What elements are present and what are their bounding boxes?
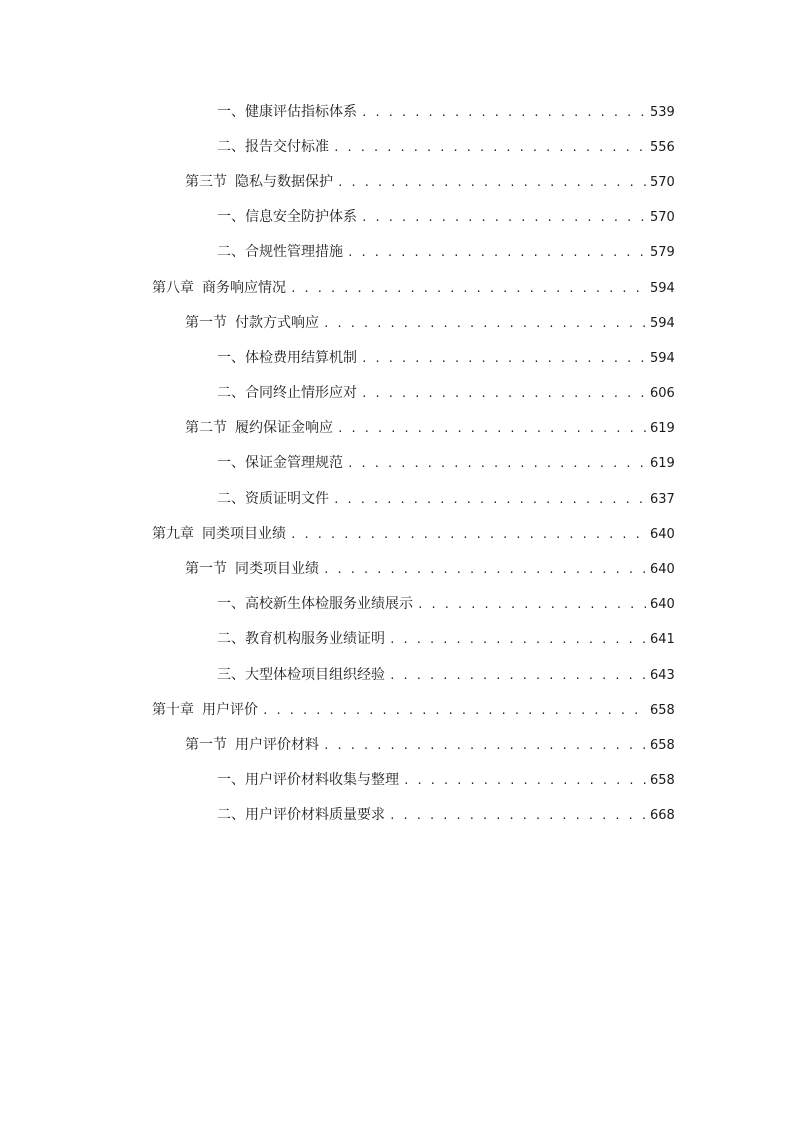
toc-entry-page-number: 619 — [650, 421, 675, 437]
toc-entry-page-number: 570 — [650, 210, 675, 226]
toc-entry[interactable] — [0, 622, 793, 657]
toc-dot-leader — [389, 634, 646, 645]
toc-entry-page-number: 640 — [650, 597, 675, 613]
toc-entry[interactable] — [0, 235, 793, 270]
toc-dot-leader — [361, 212, 646, 223]
toc-entry[interactable] — [0, 305, 793, 340]
toc-entry-number: 一、 — [217, 103, 245, 120]
toc-entry-page-number: 640 — [650, 562, 675, 578]
toc-dot-leader — [389, 670, 646, 681]
toc-entry-number: 三、 — [217, 666, 245, 683]
toc-entry-number: 一、 — [217, 349, 245, 366]
toc-entry-title: 隐私与数据保护 — [235, 173, 333, 190]
toc-entry-title: 大型体检项目组织经验 — [245, 666, 385, 683]
toc-entry[interactable] — [0, 446, 793, 481]
toc-entry-title: 健康评估指标体系 — [245, 103, 357, 120]
toc-entry-title: 同类项目业绩 — [235, 561, 319, 578]
toc-dot-leader — [403, 775, 646, 786]
toc-entry[interactable] — [0, 164, 793, 199]
toc-entry-number: 第一节 — [185, 736, 227, 753]
toc-dot-leader — [347, 247, 646, 258]
toc-entry[interactable] — [0, 376, 793, 411]
toc-entry[interactable] — [0, 481, 793, 516]
toc-dot-leader — [290, 283, 646, 294]
toc-entry[interactable] — [0, 551, 793, 586]
toc-entry-title: 信息安全防护体系 — [245, 209, 357, 226]
toc-dot-leader — [333, 494, 646, 505]
toc-entry-page-number: 594 — [650, 280, 675, 296]
toc-entry[interactable] — [0, 340, 793, 375]
toc-entry-title: 体检费用结算机制 — [245, 349, 357, 366]
toc-dot-leader — [417, 599, 646, 610]
toc-entry-number: 二、 — [217, 631, 245, 648]
toc-entry-title: 用户评价材料收集与整理 — [245, 772, 399, 789]
toc-entry-number: 二、 — [217, 490, 245, 507]
toc-entry[interactable] — [0, 657, 793, 692]
toc-entry-number: 第九章 — [152, 525, 194, 542]
toc-dot-leader — [361, 388, 646, 399]
table-of-contents — [0, 94, 793, 833]
toc-entry-number: 二、 — [217, 385, 245, 402]
toc-entry-title: 用户评价 — [202, 701, 258, 718]
toc-entry-page-number: 641 — [650, 632, 675, 648]
toc-entry-page-number: 658 — [650, 702, 675, 718]
toc-entry[interactable] — [0, 270, 793, 305]
toc-entry[interactable] — [0, 94, 793, 129]
toc-entry-number: 第八章 — [152, 279, 194, 296]
toc-entry-title: 报告交付标准 — [245, 138, 329, 155]
toc-entry-number: 第一节 — [185, 314, 227, 331]
toc-entry-page-number: 556 — [650, 139, 675, 155]
toc-entry-title: 合同终止情形应对 — [245, 385, 357, 402]
toc-entry-page-number: 606 — [650, 386, 675, 402]
toc-entry[interactable] — [0, 587, 793, 622]
toc-dot-leader — [323, 318, 646, 329]
toc-entry-number: 第一节 — [185, 561, 227, 578]
toc-dot-leader — [290, 529, 646, 540]
toc-entry-title: 合规性管理措施 — [245, 244, 343, 261]
toc-dot-leader — [361, 107, 646, 118]
toc-entry[interactable] — [0, 129, 793, 164]
toc-dot-leader — [337, 177, 646, 188]
toc-entry-title: 教育机构服务业绩证明 — [245, 631, 385, 648]
toc-entry-page-number: 594 — [650, 315, 675, 331]
toc-entry-title: 高校新生体检服务业绩展示 — [245, 596, 413, 613]
toc-entry-title: 履约保证金响应 — [235, 420, 333, 437]
toc-dot-leader — [323, 564, 646, 575]
toc-entry-number: 二、 — [217, 138, 245, 155]
toc-entry[interactable] — [0, 200, 793, 235]
toc-entry-page-number: 640 — [650, 526, 675, 542]
toc-entry-number: 第二节 — [185, 420, 227, 437]
toc-dot-leader — [323, 740, 646, 751]
toc-entry[interactable] — [0, 516, 793, 551]
toc-entry-number: 第三节 — [185, 173, 227, 190]
toc-entry-title: 同类项目业绩 — [202, 525, 286, 542]
toc-entry-page-number: 658 — [650, 773, 675, 789]
toc-entry-page-number: 643 — [650, 667, 675, 683]
toc-entry-number: 一、 — [217, 596, 245, 613]
toc-entry[interactable] — [0, 763, 793, 798]
toc-entry-page-number: 668 — [650, 808, 675, 824]
toc-entry-page-number: 658 — [650, 737, 675, 753]
toc-dot-leader — [361, 353, 646, 364]
toc-entry-title: 用户评价材料 — [235, 736, 319, 753]
toc-dot-leader — [389, 810, 646, 821]
toc-entry-page-number: 637 — [650, 491, 675, 507]
toc-entry-page-number: 570 — [650, 174, 675, 190]
toc-entry-page-number: 539 — [650, 104, 675, 120]
toc-entry-title: 资质证明文件 — [245, 490, 329, 507]
toc-entry-title: 保证金管理规范 — [245, 455, 343, 472]
toc-entry[interactable] — [0, 692, 793, 727]
toc-entry[interactable] — [0, 727, 793, 762]
toc-entry[interactable] — [0, 798, 793, 833]
toc-entry-page-number: 594 — [650, 350, 675, 366]
toc-entry-number: 一、 — [217, 772, 245, 789]
toc-dot-leader — [347, 458, 646, 469]
toc-entry[interactable] — [0, 411, 793, 446]
toc-entry-page-number: 579 — [650, 245, 675, 261]
toc-dot-leader — [333, 142, 646, 153]
toc-entry-number: 第十章 — [152, 701, 194, 718]
toc-dot-leader — [262, 705, 646, 716]
toc-entry-title: 付款方式响应 — [235, 314, 319, 331]
toc-entry-number: 一、 — [217, 455, 245, 472]
toc-entry-page-number: 619 — [650, 456, 675, 472]
toc-entry-number: 二、 — [217, 244, 245, 261]
toc-dot-leader — [337, 423, 646, 434]
toc-entry-number: 一、 — [217, 209, 245, 226]
toc-entry-title: 商务响应情况 — [202, 279, 286, 296]
toc-entry-number: 二、 — [217, 807, 245, 824]
toc-entry-title: 用户评价材料质量要求 — [245, 807, 385, 824]
